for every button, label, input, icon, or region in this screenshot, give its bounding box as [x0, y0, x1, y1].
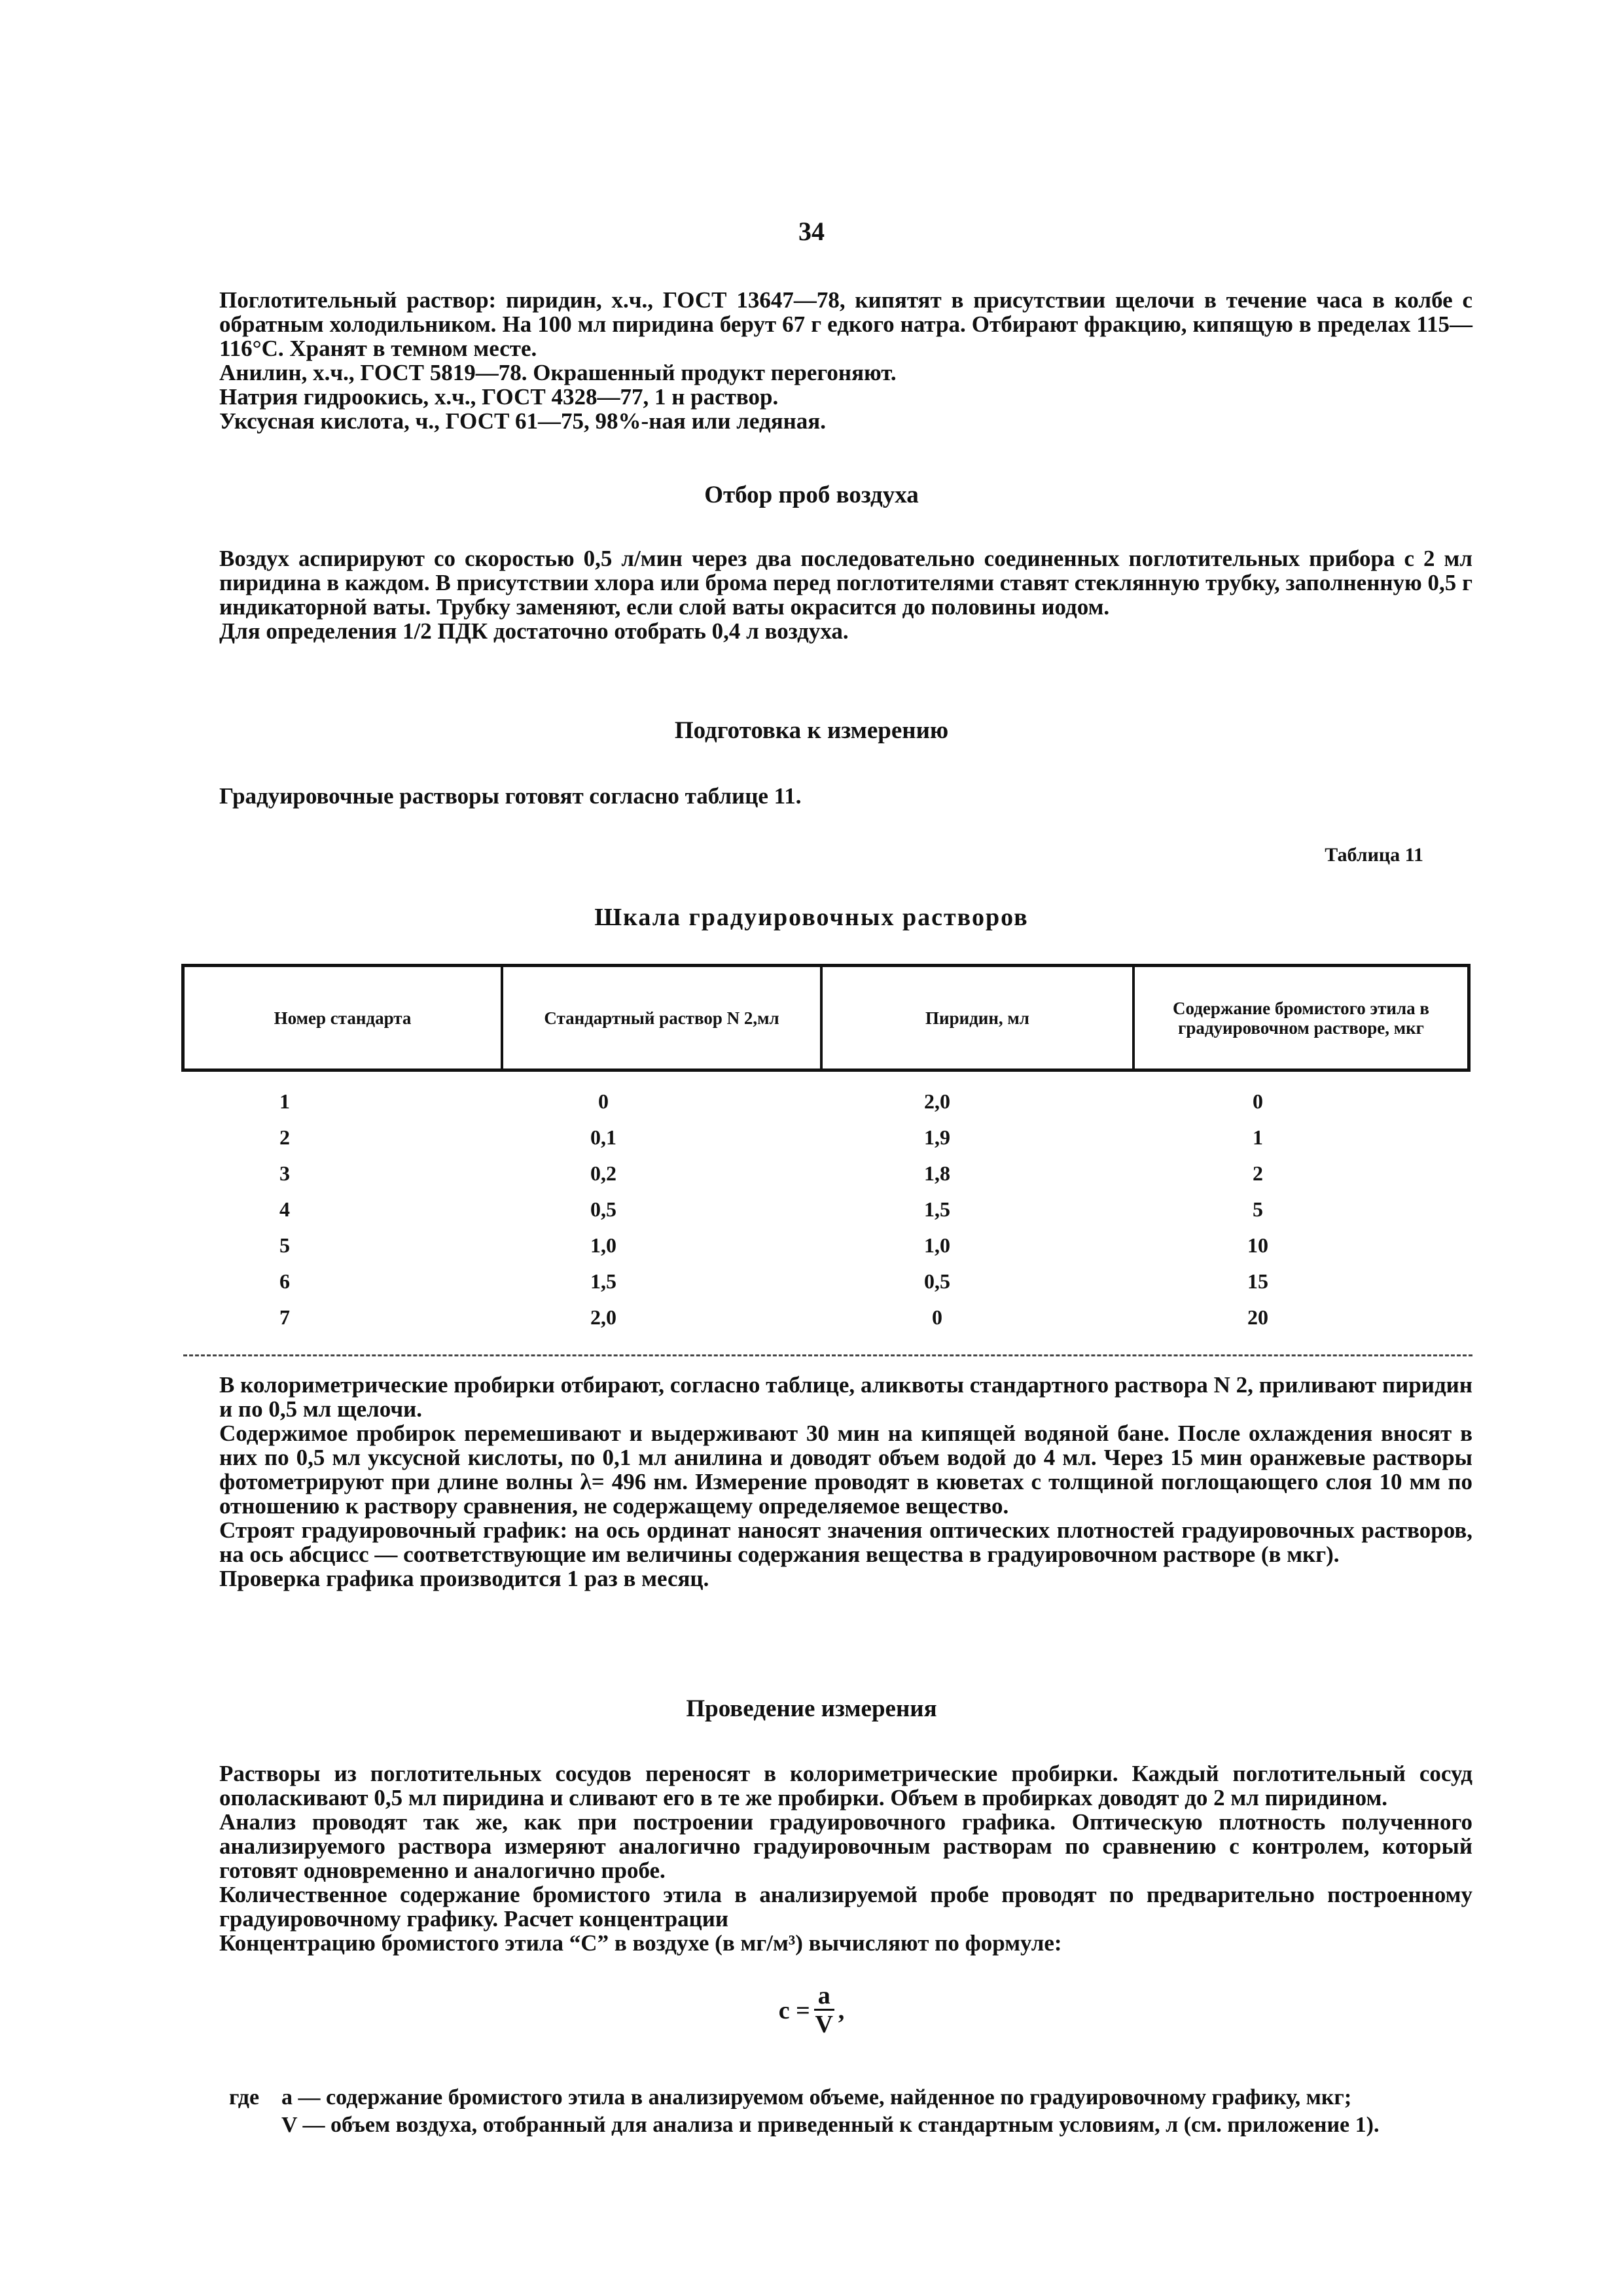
table-header — [181, 964, 1471, 1072]
section-heading-preparation: Подготовка к измерению — [674, 717, 949, 744]
formula-fraction — [814, 1983, 834, 2038]
formula-legend — [229, 2084, 1525, 2139]
table-header-cell: Содержание бромистого этила в градуировочном растворе, мкг — [1173, 998, 1429, 1038]
measurement-paragraph: Анализ проводят так же, как при построении градуировочного графика. Оптическую плотность полученного анализируемого раствора измеряют аналогично градуировочным растворам по сравнению с контролем, который готовят одновременно и аналогично пробе. — [219, 1809, 1472, 1883]
table-row — [181, 1084, 1471, 1120]
table-bottom-rule — [183, 1354, 1472, 1356]
table-body — [181, 1084, 1471, 1335]
table-cell: 6 — [279, 1269, 290, 1293]
table-cell: 0,5 — [590, 1197, 616, 1221]
legend-label: где — [229, 2085, 260, 2110]
table-cell: 2 — [1253, 1161, 1263, 1185]
sampling-paragraph: Для определения 1/2 ПДК достаточно отобрать 0,4 л воздуха. — [219, 618, 849, 644]
body-paragraph: В колориметрические пробирки отбирают, согласно таблице, аликвоты стандартного раствора N 2, приливают пиридин и по 0,5 мл щелочи. — [219, 1372, 1472, 1422]
table-cell: 0,5 — [924, 1269, 950, 1293]
legend-row — [229, 2111, 1525, 2139]
measurement-paragraph: Количественное содержание бромистого этила в анализируемой пробе проводят по предварительно построенному градуировочному графику. Расчет концентрации — [219, 1882, 1472, 1932]
table-cell: 1,9 — [924, 1125, 950, 1149]
table-cell: 2,0 — [590, 1305, 616, 1329]
body-paragraph: Содержимое пробирок перемешивают и выдерживают 30 мин на кипящей водяной бане. После охлаждения вносят в них по 0,5 мл уксусной кислоты, по 0,1 мл анилина и доводят объем водой до 4 мл. Через 15 мин оранжевые растворы фотометрируют при длине волны λ= 496 нм. Измерение проводят в кюветах с толщиной поглощающего слоя 10 мм по отношению к раствору сравнения, не содержащему определяемое вещество. — [219, 1421, 1472, 1519]
table-row — [181, 1156, 1471, 1192]
table-cell: 10 — [1247, 1233, 1268, 1257]
table-cell: 1,5 — [924, 1197, 950, 1221]
measurement-paragraph: Концентрацию бромистого этила “С” в воздухе (в мг/м³) вычисляют по формуле: — [219, 1930, 1062, 1956]
formula-lhs: с = — [778, 1996, 810, 2024]
page-number: 34 — [798, 217, 825, 246]
table-cell: 4 — [279, 1197, 290, 1221]
table-header-cell: Пиридин, мл — [823, 967, 1135, 1069]
legend-row — [229, 2084, 1525, 2111]
table-cell: 1,5 — [590, 1269, 616, 1293]
table-row — [181, 1192, 1471, 1227]
table-cell: 1 — [279, 1089, 290, 1113]
after-table-block — [219, 1373, 1472, 1591]
table-header-cell: Номер стандарта — [185, 967, 503, 1069]
table-row — [181, 1299, 1471, 1335]
sampling-paragraph: Воздух аспирируют со скоростью 0,5 л/мин через два последовательно соединенных поглотительных прибора с 2 мл пиридина в каждом. В присутствии хлора или брома перед поглотителями ставят стеклянную трубку, заполненную 0,5 г индикаторной ваты. Трубку заменяют, если слой ваты окрасится до половины иодом. — [219, 546, 1472, 620]
table-cell: 7 — [279, 1305, 290, 1329]
table-cell: 1,8 — [924, 1161, 950, 1185]
table-cell: 0,2 — [590, 1161, 616, 1185]
table-cell: 1 — [1253, 1125, 1263, 1149]
table-cell: 0,1 — [590, 1125, 616, 1149]
table-cell: 3 — [279, 1161, 290, 1185]
measurement-paragraph: Растворы из поглотительных сосудов переносят в колориметрические пробирки. Каждый поглотительный сосуд ополаскивают 0,5 мл пиридина и сливают его в те же пробирки. Объем в пробирках доводят до 2 мл пиридином. — [219, 1761, 1472, 1810]
sampling-block — [219, 546, 1472, 643]
table-row — [181, 1227, 1471, 1263]
table-cell: 15 — [1247, 1269, 1268, 1293]
table-title: Шкала градуировочных растворов — [594, 904, 1029, 931]
legend-item: а — содержание бромистого этила в анализируемом объеме, найденное по градуировочному графику, мкг; — [281, 2085, 1352, 2110]
table-cell: 0 — [1253, 1089, 1263, 1113]
body-paragraph: Строят градуировочный график: на ось ординат наносят значения оптических плотностей градуировочных растворов, на ось абсцисс — соответствующие им величины содержания вещества в градуировочном растворе (в мкг). — [219, 1517, 1472, 1567]
table-cell: 1,0 — [924, 1233, 950, 1257]
table-header-cell: Стандартный раствор N 2,мл — [503, 967, 823, 1069]
concentration-formula — [0, 1983, 1623, 2038]
intro-paragraph: Натрия гидроокись, х.ч., ГОСТ 4328—77, 1 н раствор. — [219, 384, 779, 410]
preparation-block — [219, 784, 1472, 808]
preparation-paragraph: Градуировочные растворы готовят согласно таблице 11. — [219, 783, 802, 809]
table-cell: 0 — [932, 1305, 942, 1329]
formula-denominator: V — [815, 2011, 833, 2038]
intro-paragraph: Поглотительный раствор: пиридин, х.ч., ГОСТ 13647—78, кипятят в присутствии щелочи в течение часа в колбе с обратным холодильником. На 100 мл пиридина берут 67 г едкого натра. Отбирают фракцию, кипящую в пределах 115—116°С. Хранят в темном месте. — [219, 287, 1472, 361]
intro-block — [219, 288, 1472, 433]
table-cell: 2 — [279, 1125, 290, 1149]
legend-item: V — объем воздуха, отобранный для анализа и приведенный к стандартным условиям, л (см. приложение 1). — [281, 2113, 1380, 2137]
formula-suffix: , — [838, 1996, 845, 2024]
intro-paragraph: Уксусная кислота, ч., ГОСТ 61—75, 98%-ная или ледяная. — [219, 408, 826, 434]
section-heading-sampling: Отбор проб воздуха — [704, 482, 919, 508]
table-number-label: Таблица 11 — [1325, 844, 1423, 866]
body-paragraph: Проверка графика производится 1 раз в месяц. — [219, 1566, 709, 1591]
table-row — [181, 1120, 1471, 1156]
intro-paragraph: Анилин, х.ч., ГОСТ 5819—78. Окрашенный продукт перегоняют. — [219, 360, 897, 385]
table-cell: 5 — [1253, 1197, 1263, 1221]
table-row — [181, 1263, 1471, 1299]
table-cell: 5 — [279, 1233, 290, 1257]
table-cell: 2,0 — [924, 1089, 950, 1113]
measurement-block — [219, 1761, 1472, 1955]
table-cell: 1,0 — [590, 1233, 616, 1257]
table-cell: 20 — [1247, 1305, 1268, 1329]
section-heading-measurement: Проведение измерения — [686, 1695, 937, 1722]
formula-numerator: a — [814, 1983, 834, 2011]
table-cell: 0 — [598, 1089, 609, 1113]
